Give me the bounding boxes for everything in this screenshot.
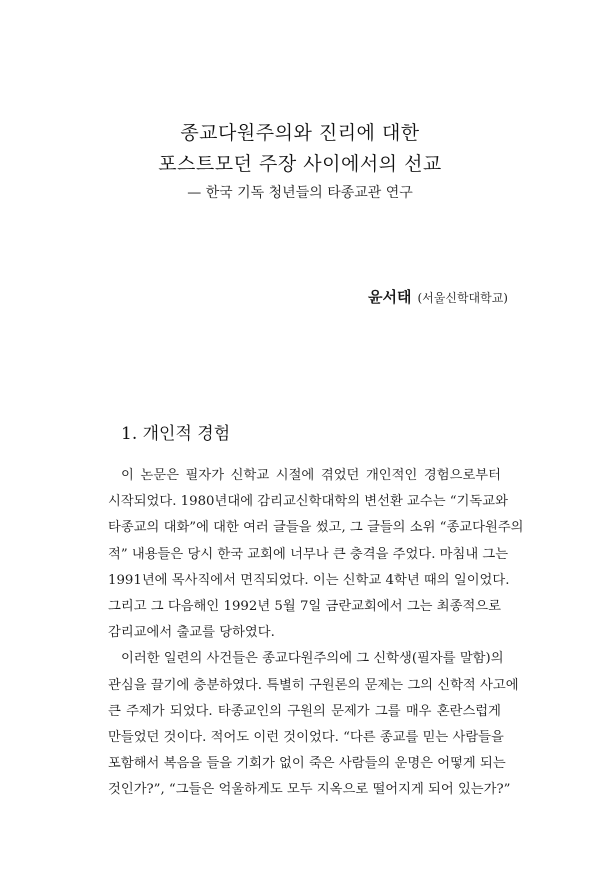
- body-text: [108, 463, 524, 803]
- text-line: 감리교에서 출교를 당하였다.: [108, 625, 275, 641]
- text-line: 1991년에 목사직에서 면직되었다. 이는 신학교 4학년 때의 일이었다.: [108, 572, 510, 588]
- author-line: [368, 286, 508, 307]
- article-subtitle: — 한국 기독 청년들의 타종교관 연구: [187, 185, 413, 201]
- text-line: 그리고 그 다음해인 1992년 5월 7일 금란교회에서 그는 최종적으로: [108, 598, 501, 614]
- text-line: 관심을 끌기에 충분하였다. 특별히 구원론의 문제는 그의 신학적 사고에: [108, 677, 519, 693]
- text-line: 시작되었다. 1980년대에 감리교신학대학의 변선환 교수는 “기독교와: [108, 494, 508, 510]
- text-line: 것인가?”, “그들은 억울하게도 모두 지옥으로 떨어지게 되어 있는가?”: [108, 782, 511, 798]
- article-title-line-1: 종교다원주의와 진리에 대한: [180, 122, 420, 144]
- text-line: 이 논문은 필자가 신학교 시절에 겪었던 개인적인 경험으로부터: [121, 468, 501, 483]
- article-title-line-2: 포스트모던 주장 사이에서의 선교: [158, 153, 442, 175]
- paragraph-2: [108, 646, 519, 803]
- text-line: 타종교의 대화”에 대한 여러 글들을 썼고, 그 글들의 소위 “종교다원주의: [108, 520, 524, 536]
- paragraph-1: [108, 463, 524, 646]
- author-affiliation: (서울신학대학교): [417, 291, 508, 305]
- author-name: 윤서태: [368, 288, 412, 306]
- title-block: [0, 118, 600, 204]
- text-line: 포함해서 복음을 들을 기회가 없이 죽은 사람들의 운명은 어떻게 되는: [108, 756, 506, 772]
- text-line: 큰 주제가 되었다. 타종교인의 구원의 문제가 그를 매우 혼란스럽게: [108, 703, 501, 719]
- section-heading: 1. 개인적 경험: [121, 424, 231, 444]
- text-line: 적” 내용들은 당시 한국 교회에 너무나 큰 충격을 주었다. 마침내 그는: [108, 546, 509, 562]
- text-line: 만들었던 것이다. 적어도 이런 것이었다. “다른 종교를 믿는 사람들을: [108, 729, 504, 745]
- text-line: 이러한 일련의 사건들은 종교다원주의에 그 신학생(필자를 말함)의: [121, 651, 504, 667]
